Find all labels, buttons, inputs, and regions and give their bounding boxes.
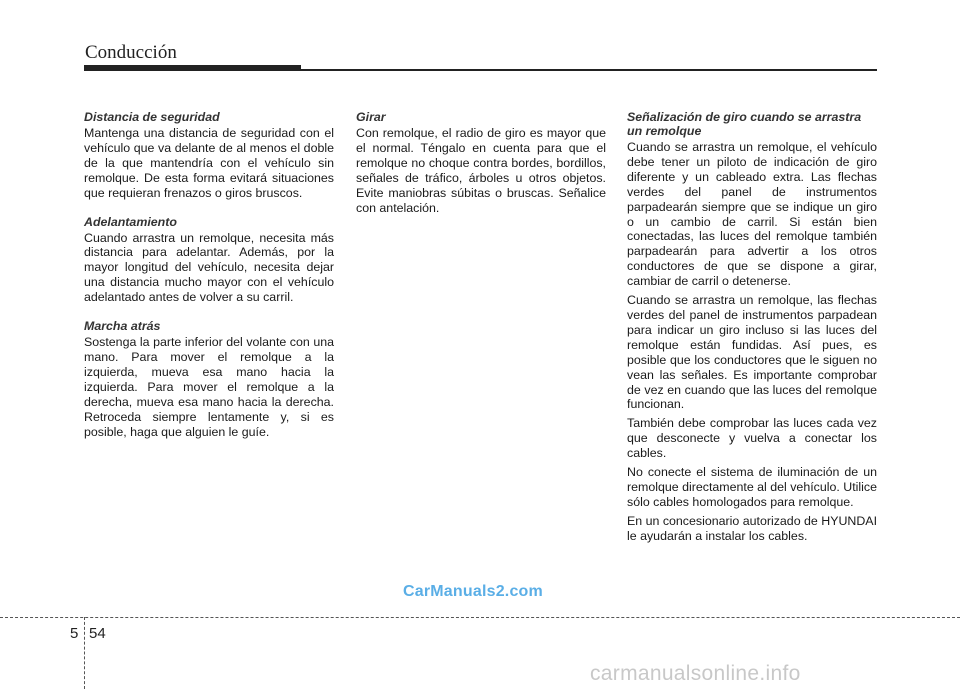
- column-2: [356, 110, 606, 219]
- section-marcha-atras: [84, 319, 334, 439]
- footer-dashed-vertical: [84, 617, 85, 689]
- site-watermark: carmanualsonline.info: [590, 662, 801, 685]
- chapter-number: 5: [70, 625, 79, 642]
- paragraph: Mantenga una distancia de seguridad con el vehículo que va delante de al menos el doble de la que mantendría con el vehículo sin remolque. De esta forma evitará situaciones que requieran frenazos o giros bruscos.: [84, 126, 334, 200]
- paragraph: Con remolque, el radio de giro es mayor que el normal. Téngalo en cuenta para que el remolque no choque contra bordes, bordillos, señales de tráfico, árboles u otros objetos. Evite maniobras súbitas o bruscas. Señalice con antelación.: [356, 126, 606, 215]
- page-number: 54: [89, 625, 106, 642]
- paragraph: Cuando arrastra un remolque, necesita más distancia para adelantar. Además, por la mayor longitud del vehículo, necesita dejar una distancia mucho mayor con el vehículo adelantado antes de volver a su carril.: [84, 230, 334, 305]
- section-adelantamiento: [84, 215, 334, 306]
- section-title: Señalización de giro cuando se arrastra un remolque: [627, 110, 862, 138]
- section-title: Girar: [356, 110, 386, 124]
- column-1: [84, 110, 334, 443]
- header-rule-thick: [84, 65, 301, 71]
- section-girar: [356, 110, 606, 215]
- section-title: Distancia de seguridad: [84, 110, 220, 124]
- paragraph: No conecte el sistema de iluminación de un remolque directamente al del vehículo. Utilice sólo cables homologados para remolque.: [627, 465, 878, 509]
- watermark-link[interactable]: CarManuals2.com: [403, 583, 543, 600]
- chapter-title: Conducción: [85, 42, 177, 63]
- paragraph: En un concesionario autorizado de HYUNDAI le ayudarán a instalar los cables.: [627, 513, 878, 543]
- header-rule-thin: [301, 69, 877, 71]
- paragraph: Cuando se arrastra un remolque, las flechas verdes del panel de instrumentos parpadean para indicar un giro incluso si las luces del remolque están fundidas. Así pues, es posible que los conductores que le siguen no vean las señales. Es importante comprobar de vez en cuando que las luces del remolque funcionan.: [627, 293, 877, 412]
- section-title: Marcha atrás: [84, 319, 161, 334]
- footer-dashed-rule: [0, 617, 960, 618]
- paragraph: Sostenga la parte inferior del volante con una mano. Para mover el remolque a la izquierda, mueva esa mano hacia la izquierda. Para mover el remolque a la derecha, mueva esa mano hacia la derecha. Retroceda siempre lentamente y, si es posible, haga que alguien le guíe.: [84, 335, 334, 439]
- paragraph: También debe comprobar las luces cada vez que desconecte y vuelva a conectar los cables.: [627, 416, 877, 461]
- section-title: Adelantamiento: [84, 214, 177, 229]
- section-senalizacion: [627, 110, 877, 544]
- paragraph: Cuando se arrastra un remolque, el vehículo debe tener un piloto de indicación de giro diferente y un cableado extra. Las flechas verdes del panel de instrumentos parpadearán siempre que se indique un giro o un cambio de carril. Si están bien conectadas, las luces del remolque también parpadearán para advertir a los otros conductores de que se dispone a girar, cambiar de carril o detenerse.: [627, 140, 877, 289]
- column-3: [627, 110, 877, 548]
- section-distancia: [84, 110, 334, 201]
